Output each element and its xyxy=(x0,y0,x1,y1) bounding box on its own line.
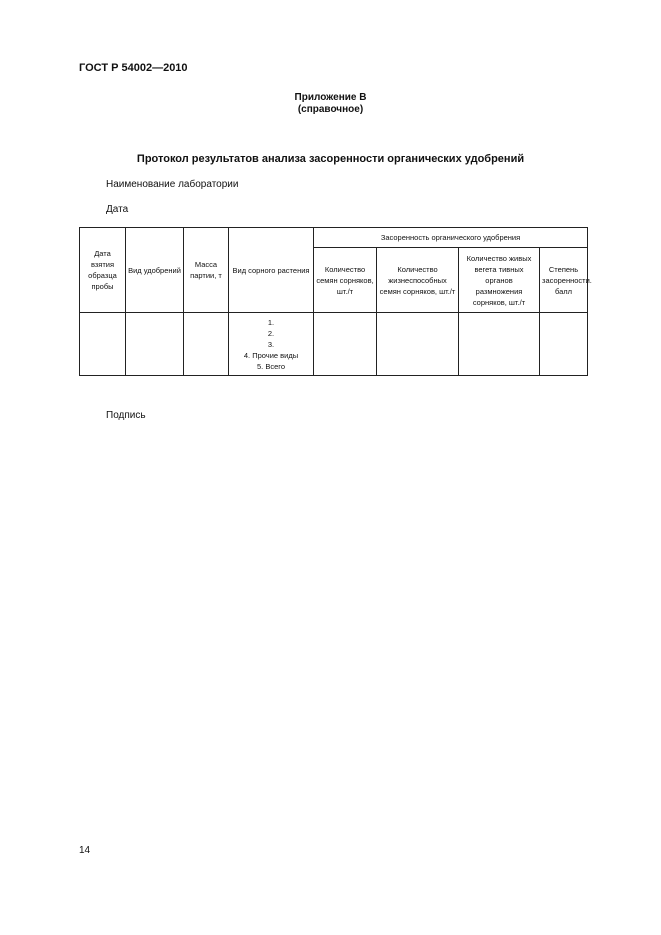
cell-fertilizer-type[interactable] xyxy=(126,313,184,376)
document-code: ГОСТ Р 54002—2010 xyxy=(79,62,188,74)
cell-batch-mass[interactable] xyxy=(184,313,229,376)
cell-weed-list[interactable] xyxy=(229,313,314,376)
cell-seed-count[interactable] xyxy=(314,313,377,376)
page-number: 14 xyxy=(79,845,91,856)
header-date: Дата взятия образца пробы xyxy=(80,228,126,313)
table-header-row xyxy=(80,228,588,248)
header-seed-count: Количество семян сорняков, шт./т xyxy=(314,248,377,313)
list-item: 2. xyxy=(267,328,275,338)
cell-viable-seed-count[interactable] xyxy=(377,313,459,376)
list-item: 3. xyxy=(267,339,275,349)
header-fertilizer-type: Вид удобрений xyxy=(126,228,184,313)
header-contamination-group: Засоренность органического удобрения xyxy=(314,228,588,248)
protocol-title: Протокол результатов анализа засоренности органических удобрений xyxy=(136,153,525,165)
date-label: Дата xyxy=(106,204,129,215)
list-item: 1. xyxy=(267,317,275,327)
signature-label: Подпись xyxy=(106,410,146,421)
cell-date[interactable] xyxy=(80,313,126,376)
cell-vegetative-organs[interactable] xyxy=(459,313,540,376)
header-contamination-degree: Степень засоренности. балл xyxy=(540,248,588,313)
lab-name-label: Наименование лаборатории xyxy=(106,179,239,190)
appendix-title: Приложение В xyxy=(294,92,367,103)
appendix-subtitle: (справочное) xyxy=(297,104,364,115)
cell-contamination-degree[interactable] xyxy=(540,313,588,376)
appendix-heading xyxy=(0,92,661,116)
list-item: 5. Всего xyxy=(256,361,285,371)
header-viable-seed-count: Количество жизнеспособных семян сорняков, шт./т xyxy=(377,248,459,313)
header-batch-mass: Масса партии, т xyxy=(184,228,229,313)
header-weed-type: Вид сорного растения xyxy=(229,228,314,313)
list-item: 4. Прочие виды xyxy=(243,350,299,360)
table-row xyxy=(80,313,588,376)
protocol-table xyxy=(79,227,592,376)
header-vegetative-organs: Количество живых вегета тивных органов размножения сорняков, шт./т xyxy=(459,248,540,313)
